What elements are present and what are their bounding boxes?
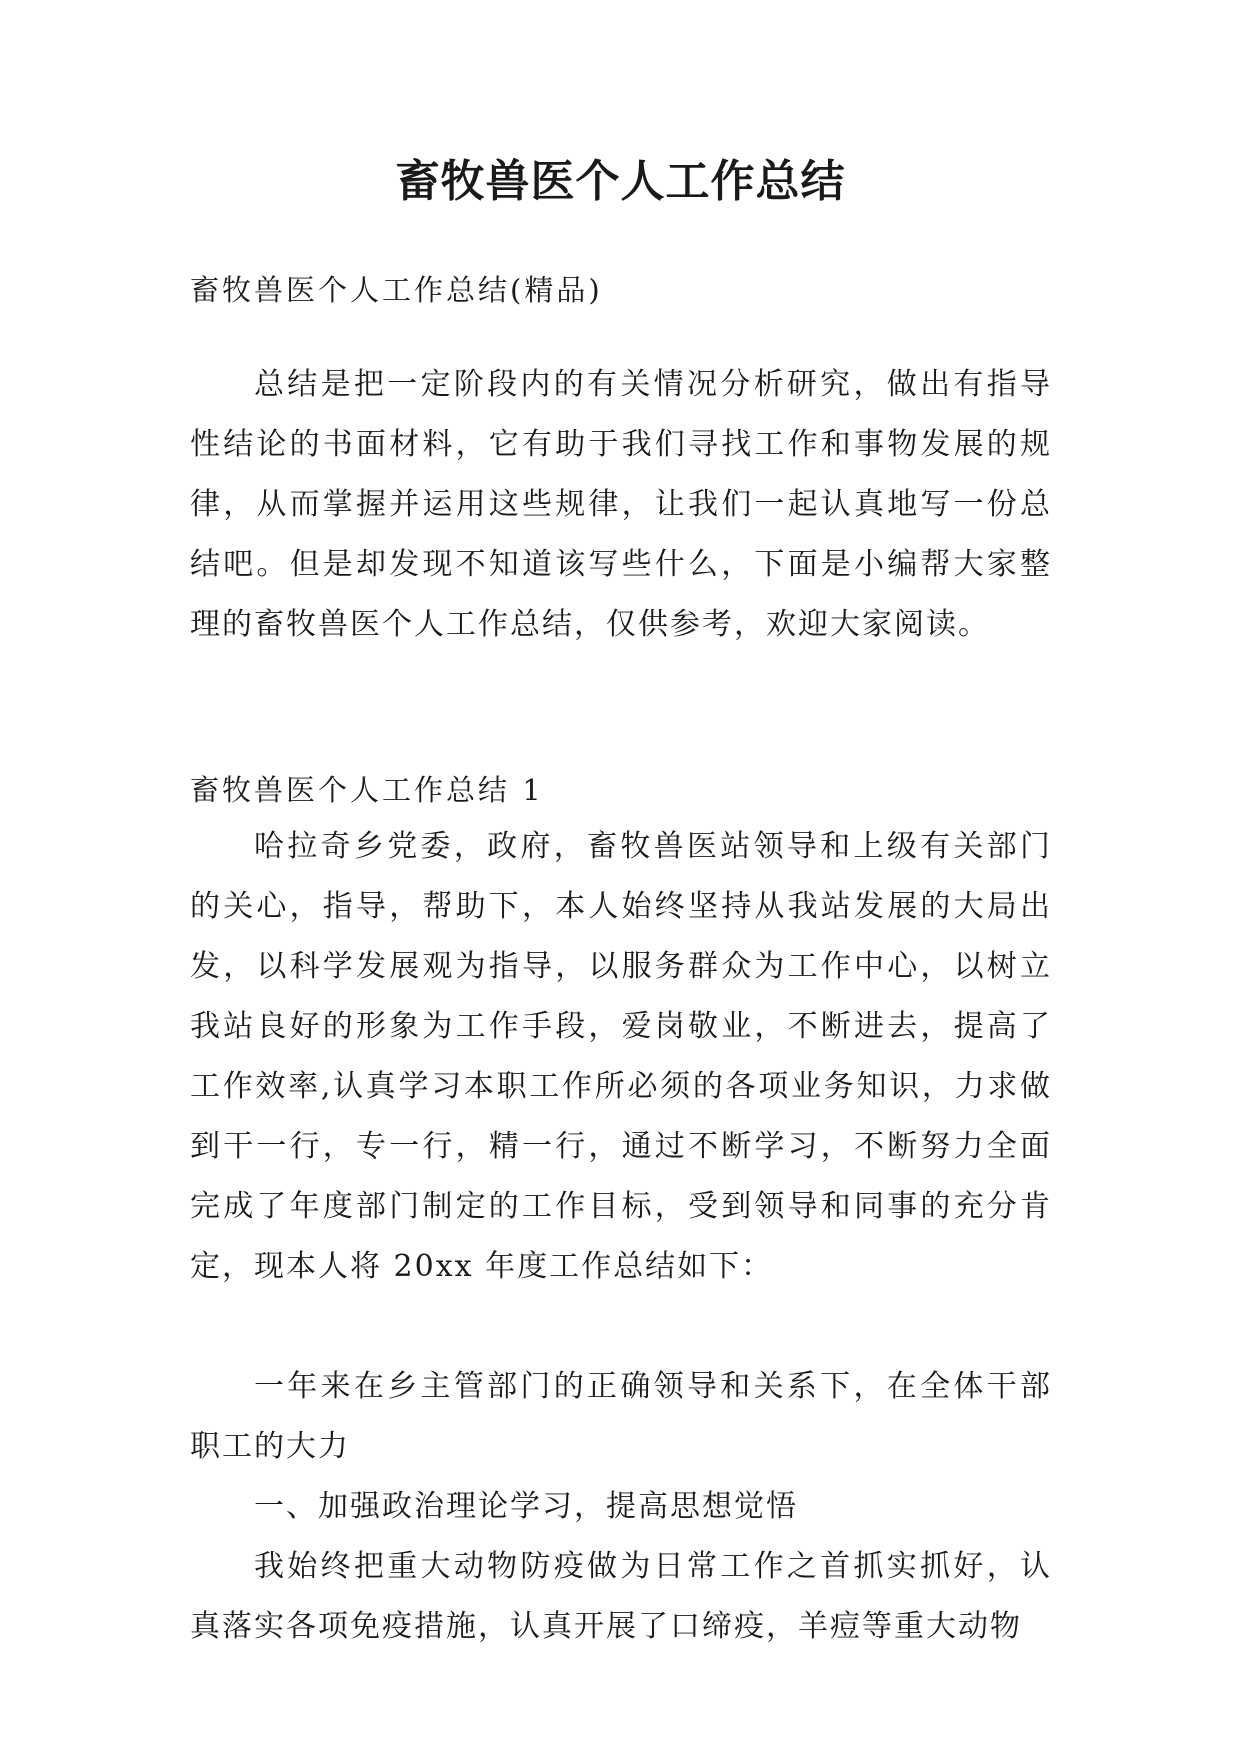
document-subtitle: 畜牧兽医个人工作总结(精品)	[190, 273, 603, 307]
body-paragraph: 一年来在乡主管部门的正确领导和关系下，在全体干部职工的大力	[190, 1369, 1052, 1464]
body-heading: 一、加强政治理论学习，提高思想觉悟	[254, 1489, 798, 1524]
intro-paragraph: 总结是把一定阶段内的有关情况分析研究，做出有指导性结论的书面材料，它有助于我们寻找工作和事物发展的规律，从而掌握并运用这些规律，让我们一起认真地写一份总结吧。但是却发现不知道该写些什么，下面是小编帮大家整理的畜牧兽医个人工作总结，仅供参考，欢迎大家阅读。	[190, 367, 1052, 642]
body-paragraph: 我始终把重大动物防疫做为日常工作之首抓实抓好，认真落实各项免疫措施，认真开展了口缔疫，羊痘等重大动物	[190, 1549, 1052, 1644]
document-title: 畜牧兽医个人工作总结	[395, 156, 846, 207]
section-heading: 畜牧兽医个人工作总结 1	[190, 773, 544, 807]
body-paragraph: 哈拉奇乡党委，政府，畜牧兽医站领导和上级有关部门的关心，指导，帮助下，本人始终坚持从我站发展的大局出发，以科学发展观为指导，以服务群众为工作中心，以树立我站良好的形象为工作手段，爱岗敬业，不断进去，提高了工作效率,认真学习本职工作所必须的各项业务知识，力求做到干一行，专一行，精一行，通过不断学习，不断努力全面完成了年度部门制定的工作目标，受到领导和同事的充分肯定，现本人将 20xx 年度工作总结如下：	[190, 829, 1052, 1284]
